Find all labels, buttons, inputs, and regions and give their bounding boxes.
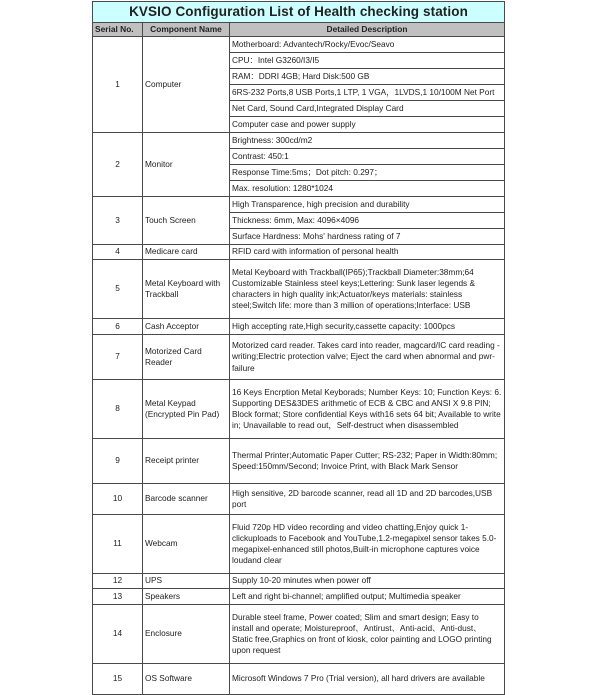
table-row (93, 260, 505, 319)
detail-description: Microsoft Windows 7 Pro (Trial version), all hard drivers are available (230, 664, 505, 695)
detail-description: Surface Hardness: Mohs' hardness rating of 7 (230, 229, 505, 245)
detail-description: High sensitive, 2D barcode scanner, read all 1D and 2D barcodes,USB port (230, 484, 505, 515)
table-row (93, 380, 505, 439)
detail-description: Computer case and power supply (230, 117, 505, 133)
component-name: Monitor (143, 133, 230, 197)
component-name: Speakers (143, 589, 230, 605)
component-name: Barcode scanner (143, 484, 230, 515)
serial-number: 14 (93, 605, 143, 664)
component-name: Receipt printer (143, 439, 230, 484)
table-title: KVSIO Configuration List of Health checking station (93, 2, 505, 23)
table-row (93, 439, 505, 484)
detail-description: Contrast: 450:1 (230, 149, 505, 165)
header-description: Detailed Description (230, 23, 505, 37)
table-row (93, 197, 505, 213)
serial-number: 7 (93, 335, 143, 380)
table-row (93, 605, 505, 664)
table-body (93, 37, 505, 695)
serial-number: 10 (93, 484, 143, 515)
serial-number: 8 (93, 380, 143, 439)
detail-description: High Transparence, high precision and durability (230, 197, 505, 213)
serial-number: 6 (93, 319, 143, 335)
serial-number: 13 (93, 589, 143, 605)
detail-description: Motherboard: Advantech/Rocky/Evoc/Seavo (230, 37, 505, 53)
serial-number: 2 (93, 133, 143, 197)
table-row (93, 37, 505, 53)
detail-description: Brightness: 300cd/m2 (230, 133, 505, 149)
detail-description: High accepting rate,High security,cassette capacity: 1000pcs (230, 319, 505, 335)
detail-description: RFID card with information of personal health (230, 245, 505, 260)
header-component: Component Name (143, 23, 230, 37)
serial-number: 4 (93, 245, 143, 260)
detail-description: Thickness: 6mm, Max: 4096×4096 (230, 213, 505, 229)
detail-description: Durable steel frame, Power coated; Slim and smart design; Easy to install and operate; Moistureproof、Antirust、Anti-acid、Anti-dust、Static free,Graphics on front of kiosk, color painting and LOGO printing upon request (230, 605, 505, 664)
table-row (93, 319, 505, 335)
detail-description: Net Card, Sound Card,Integrated Display Card (230, 101, 505, 117)
detail-description: Left and right bi-channel; amplified output; Multimedia speaker (230, 589, 505, 605)
serial-number: 11 (93, 515, 143, 574)
component-name: Metal Keyboard with Trackball (143, 260, 230, 319)
detail-description: Response Time:5ms；Dot pitch: 0.297； (230, 165, 505, 181)
serial-number: 15 (93, 664, 143, 695)
serial-number: 5 (93, 260, 143, 319)
component-name: Motorized Card Reader (143, 335, 230, 380)
table-row (93, 515, 505, 574)
table-row (93, 664, 505, 695)
detail-description: Motorized card reader. Takes card into reader, magcard/IC card reading - writing;Electric protection valve; Eject the card when abnormal and pwr-failure (230, 335, 505, 380)
component-name: Medicare card (143, 245, 230, 260)
table-row (93, 484, 505, 515)
component-name: Cash Acceptor (143, 319, 230, 335)
detail-description: Fluid 720p HD video recording and video chatting,Enjoy quick 1-clickuploads to Facebook and YouTube,1.2-megapixel sensor takes 5.0-megapixel-enhanced still photos,Built-in microphone captures voice loudand clear (230, 515, 505, 574)
component-name: Computer (143, 37, 230, 133)
table-row (93, 589, 505, 605)
detail-description: Supply 10-20 minutes when power off (230, 574, 505, 589)
component-name: Touch Screen (143, 197, 230, 245)
component-name: Metal Keypad (Encrypted Pin Pad) (143, 380, 230, 439)
detail-description: RAM：DDRI 4GB; Hard Disk:500 GB (230, 69, 505, 85)
header-row (93, 23, 505, 37)
component-name: OS Software (143, 664, 230, 695)
serial-number: 3 (93, 197, 143, 245)
component-name: Webcam (143, 515, 230, 574)
detail-description: 16 Keys Encrption Metal Keyborads; Number Keys: 10; Function Keys: 6. Supporting DES&3DES arithmetic of ECB & CBC and ANSI X 9.8 PIN; Block format; Store confidential Keys with16 sets 64 bit; Available to write in; Unavailable to read out，Self-destruct when disassembled (230, 380, 505, 439)
component-name: Enclosure (143, 605, 230, 664)
detail-description: CPU：Intel G3260/I3/I5 (230, 53, 505, 69)
configuration-table (92, 1, 505, 695)
detail-description: Thermal Printer;Automatic Paper Cutter; RS-232; Paper in Width:80mm; Speed:150mm/Second; Invoice Print, with Black Mark Sensor (230, 439, 505, 484)
detail-description: Max. resolution: 1280*1024 (230, 181, 505, 197)
serial-number: 12 (93, 574, 143, 589)
serial-number: 1 (93, 37, 143, 133)
serial-number: 9 (93, 439, 143, 484)
table-row (93, 133, 505, 149)
detail-description: Metal Keyboard with Trackball(IP65);Trackball Diameter:38mm;64 Customizable Stainless steel keys;Lettering: Sunk laser legends & characters in high quality ink;Actuator/keys materials: stainless steel;Switch life: more than 3 million of operations;Interface: USB (230, 260, 505, 319)
table-row (93, 574, 505, 589)
table-row (93, 245, 505, 260)
detail-description: 6RS-232 Ports,8 USB Ports,1 LTP, 1 VGA，1LVDS,1 10/100M Net Port (230, 85, 505, 101)
configuration-sheet (92, 1, 504, 695)
component-name: UPS (143, 574, 230, 589)
title-row (93, 2, 505, 23)
header-serial: Serial No. (93, 23, 143, 37)
table-row (93, 335, 505, 380)
